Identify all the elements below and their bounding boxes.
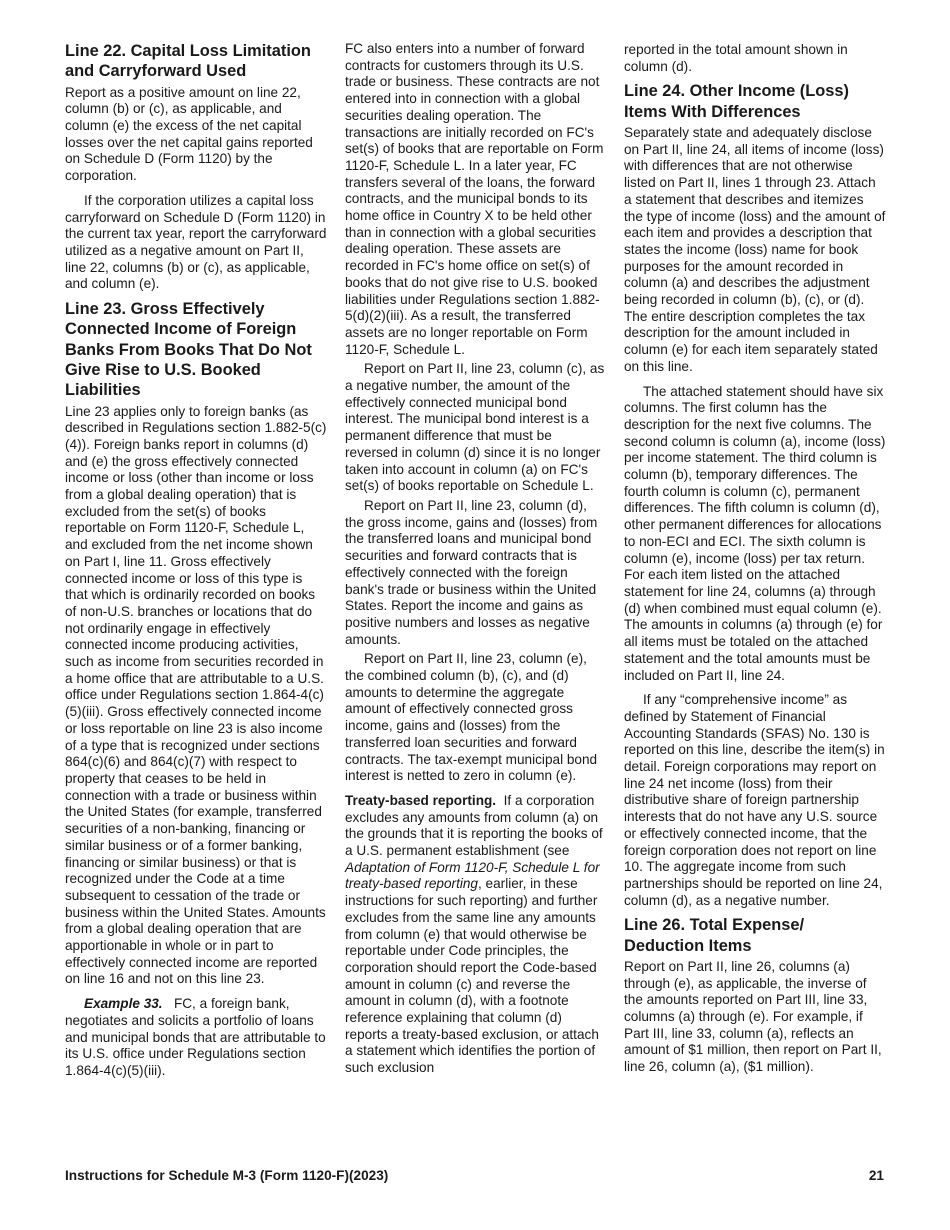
treaty-text: If a corporation excludes any amounts from column (a) on the grounds that it is reporting the books of a U.S. permanent establishment (see	[345, 792, 603, 859]
paragraph: Separately state and adequately disclose on Part II, line 24, all items of income (loss) with differences that are not otherwise listed on Part II, lines 1 through 23. Attach a statement that describes and itemizes the type of income (loss) and the amount of each item and provides a description that states the income (loss) name for book purposes for the amount recorded in column (a) and describes the adjustment being recorded in column (b), (c), or (d). The entire description completes the tax description for the amount included in column (e) for each item separately stated on this line.	[624, 125, 886, 374]
paragraph: Report as a positive amount on line 22, column (b) or (c), as applicable, and column (e) the excess of the net capital losses over the net capital gains reported on Schedule D (Form 1120) by the corporation.	[65, 84, 313, 184]
paragraph: Report on Part II, line 26, columns (a) through (e), as applicable, the inverse of the amounts reported on Part III, line 33, columns (a) through (e). For example, if Part III, line 33, column (a), reflects an amount of $1 million, then report on Part II, line 26, column (a), ($1 million).	[624, 958, 882, 1075]
paragraph: Report on Part II, line 23, column (c), as a negative number, the amount of the effectively connected municipal bond interest. The municipal bond interest is a permanent difference that must be reversed in column (d) since it is no longer taken into account in column (a) on FC's set(s) of books reportable on Schedule L.	[345, 361, 605, 494]
text-column-right	[624, 42, 886, 1076]
heading-line-26: Line 26. Total Expense/ Deduction Items	[624, 916, 805, 955]
paragraph: Report on Part II, line 23, column (e), the combined column (b), (c), and (d) amounts to determine the aggregate amount of effectively connected gross income, gains and (losses) from the transferred loan securities and forward contracts. The tax-exempt municipal bond interest is netted to zero in column (e).	[345, 651, 598, 784]
paragraph: reported in the total amount shown in column (d).	[624, 42, 848, 74]
heading-line-22: Line 22. Capital Loss Limitation and Carryforward Used	[65, 42, 311, 81]
heading-line-23: Line 23. Gross Effectively Connected Income of Foreign Banks From Books That Do Not Give Rise to U.S. Booked Liabilities	[65, 300, 312, 400]
paragraph: If the corporation utilizes a capital loss carryforward on Schedule D (Form 1120) in the current tax year, report the carryforward utilized as a negative amount on Part II, line 22, columns (b) or (c), as applicable, and column (e).	[65, 192, 327, 292]
page-number: 21	[868, 1168, 884, 1183]
paragraph: If any “comprehensive income” as defined by Statement of Financial Accounting Standards (SFAS) No. 130 is reported on this line, describe the item(s) in detail. Foreign corporations may report on line 24 net income (loss) from their distributive share of foreign partnership interests that do not have any U.S. source or effectively connected income, that the foreign corporation does not report on line 10. The aggregate income from such partnerships should be reported on line 24, column (d), as a negative number.	[624, 692, 885, 908]
treaty-paragraph	[345, 793, 607, 1077]
example-paragraph	[65, 996, 327, 1080]
example-text: FC, a foreign bank, negotiates and solicits a portfolio of loans and municipal bonds that are attributable to its U.S. office under Regulations section 1.864-4(c)(5)(iii).	[65, 996, 326, 1078]
text-column-left	[65, 41, 327, 1080]
cross-reference: Adaptation of Form 1120-F, Schedule L for treaty-based reporting	[345, 859, 600, 892]
treaty-text-continued: , earlier, in these instructions for such reporting) and further excludes from the same line any amounts from column (e) that would otherwise be reportable under Code principles, the corporation should report the Code-based amount in column (c) and reverse the amount in column (d), with a footnote reference explaining that column (d) reports a treaty-based exclusion, or attach a statement which identifies the portion of such exclusion	[345, 876, 599, 1076]
paragraph: Line 23 applies only to foreign banks (as described in Regulations section 1.882-5(c)(4)). Foreign banks report in columns (d) and (e) the gross effectively connected income or loss (other than income or loss from a global dealing operation) that is excluded from the set(s) of books reportable on Form 1120-F, Schedule L, and excluded from the net income shown on Part I, line 11. Gross effectively connected income or loss of this type is that which is ordinarily recorded on books of non-U.S. branches or locations that do not ordinarily engage in effectively connected income producing activities, such as income from securities recorded in a home office that are attributable to a U.S. office under Regulations section 1.864-4(c)(5)(iii). Gross effectively connected income or loss reportable on line 23 is also income of a type that is recognized under sections 864(c)(6) and 864(c)(7) with respect to property that ceases to be held in connection with a trade or business within the United States (for example, transferred securities of a non-banking, financing or similar business or of a former banking, financing or similar business) or that is recognized under the Code at a time subsequent to cessation of the trade or business within the United States. Amounts from a global dealing operation that are apportionable in whole or in part to effectively connected income are reported on line 16 and not on this line 23.	[65, 403, 327, 987]
footer-title: Instructions for Schedule M-3 (Form 1120-F)(2023)	[65, 1168, 389, 1183]
paragraph: FC also enters into a number of forward contracts for customers through its U.S. trade or business. These contracts are not entered into in connection with a global securities dealing operation. The transactions are initially recorded on FC's set(s) of books that are reportable on Form 1120-F, Schedule L. In a later year, FC transfers several of the loans, the forward contracts, and the municipal bonds to its home office in Country X to be held other than in connection with a global securities dealing operation. These assets are recorded in FC's home office on set(s) of books that do not give rise to U.S. booked liabilities under Regulations section 1.882-5(d)(2)(iii). As a result, the transferred assets are no longer reportable on Form 1120-F, Schedule L.	[345, 41, 604, 357]
paragraph: Report on Part II, line 23, column (d), the gross income, gains and (losses) from the transferred loans and municipal bond securities and forward contracts that is effectively connected with the foreign bank's trade or business within the United States. Report the income and gains as positive numbers and losses as negative amounts.	[345, 497, 598, 647]
paragraph: The attached statement should have six columns. The first column has the description for the next five columns. The second column is column (a), income (loss) per income statement. The third column is column (b), temporary differences. The fourth column is column (c), permanent differences. The fifth column is column (d), other permanent differences for allocations to non-ECI and ECI. The sixth column is column (e), income (loss) per tax return. For each item listed on the attached statement for line 24, columns (a) through (d) when combined must equal column (e). The amounts in columns (a) through (e) for all items must be totaled on the attached statement and the total amounts must be included on Part II, line 24.	[624, 383, 886, 683]
treaty-label: Treaty-based reporting.	[345, 792, 497, 808]
example-label: Example 33.	[84, 996, 163, 1012]
text-column-middle	[345, 41, 607, 1077]
heading-line-24: Line 24. Other Income (Loss) Items With Differences	[624, 82, 849, 121]
